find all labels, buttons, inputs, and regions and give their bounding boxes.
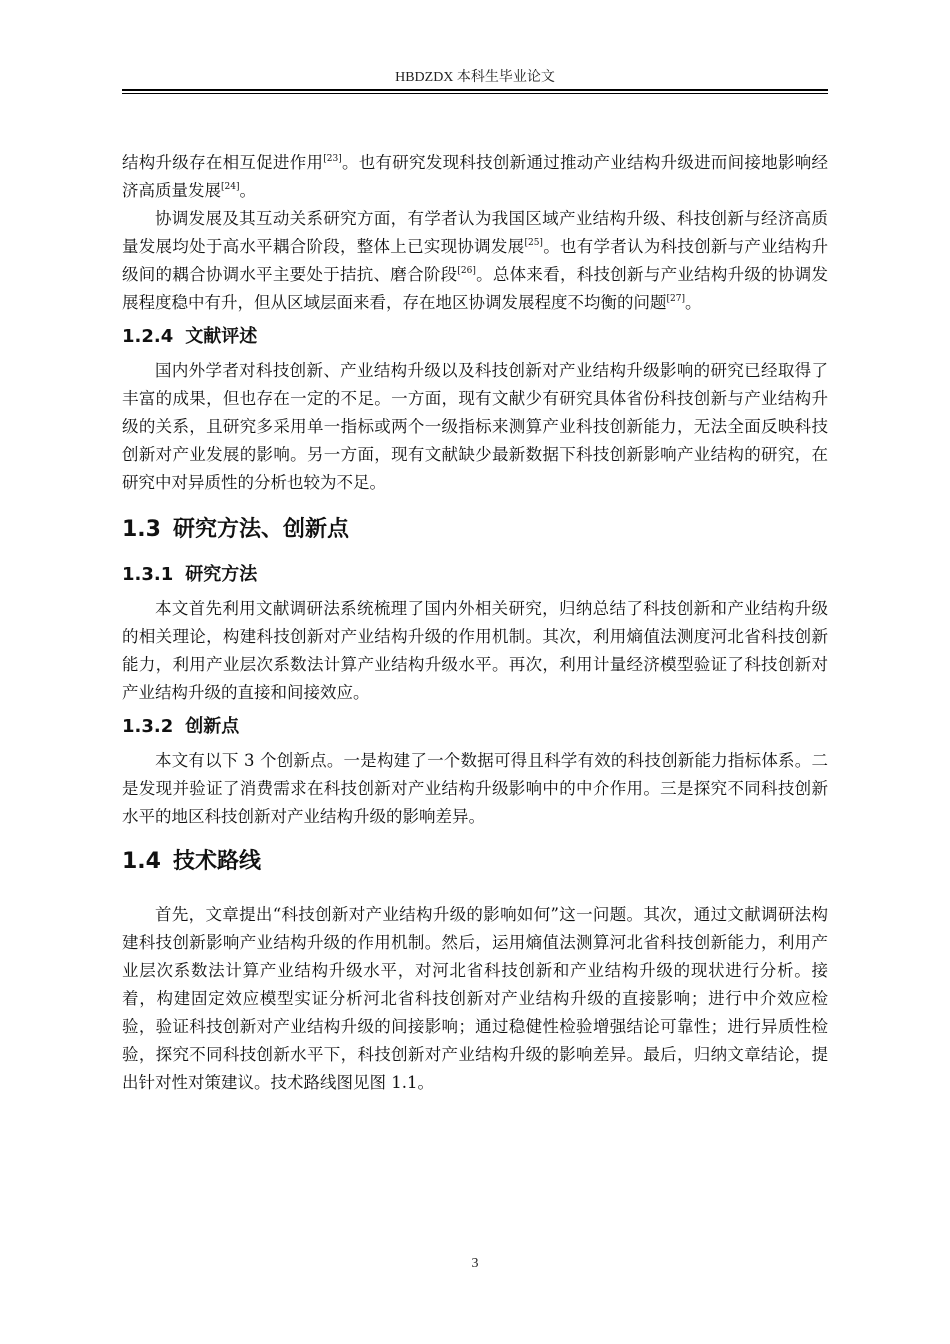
section-heading-1-3-1 [122, 561, 828, 589]
citation: [25] [524, 238, 543, 248]
section-title: 创新点 [185, 716, 240, 737]
paragraph-review: 国内外学者对科技创新、产业结构升级以及科技创新对产业结构升级影响的研究已经取得了丰富的成果，但也存在一定的不足。一方面，现有文献少有研究具体省份科技创新与产业结构升级的关系，且研究多采用单一指标或两个一级指标来测算产业科技创新能力，无法全面反映科技创新对产业发展的影响。另一方面，现有文献缺少最新数据下科技创新影响产业结构的研究，在研究中对异质性的分析也较为不足。 [122, 361, 828, 492]
citation: [27] [666, 294, 685, 304]
section-title: 技术路线 [172, 849, 261, 874]
section-title: 文献评述 [185, 326, 258, 347]
text: 。也有研究发现科技创新通过推动产业结构升级进而间接地影响经济高质量发展 [122, 153, 829, 200]
text: 协调发展及其互动关系研究方面，有学者认为我国区域产业结构升级、科技创新与经济高质量发展均处于高水平耦合阶段，整体上已实现协调发展 [122, 209, 828, 256]
section-heading-1-4 [122, 845, 828, 879]
section-heading-1-3 [122, 513, 828, 547]
section-title: 研究方法、创新点 [172, 517, 349, 542]
paragraph-innovations: 本文有以下 3 个创新点。一是构建了一个数据可得且科学有效的科技创新能力指标体系。二是发现并验证了消费需求在科技创新对产业结构升级影响中的中介作用。三是探究不同科技创新水平的地区科技创新对产业结构升级的影响差异。 [122, 751, 828, 826]
paragraph-coordination [122, 205, 828, 317]
header-rule-thick [122, 89, 828, 91]
section-number: 1.4 [122, 849, 161, 874]
text: 。 [684, 293, 702, 312]
header-rule-thin [122, 93, 828, 94]
page-number: 3 [471, 1256, 479, 1271]
section-title: 研究方法 [185, 564, 258, 585]
section-heading-1-3-2 [122, 713, 828, 741]
section-heading-1-2-4 [122, 323, 828, 351]
section-number: 1.3 [122, 517, 161, 542]
page-body [122, 149, 828, 1097]
text: 结构升级存在相互促进作用 [122, 153, 324, 172]
running-header: HBDZDX 本科生毕业论文 [395, 70, 555, 85]
citation: [26] [457, 266, 476, 276]
citation: [23] [323, 154, 342, 164]
text: 。也有学者认为科技创新与产业结构升级间的耦合协调水平主要处于拮抗、磨合阶段 [122, 237, 829, 284]
citation: [24] [221, 182, 240, 192]
paragraph-technical-route: 首先，文章提出“科技创新对产业结构升级的影响如何”这一问题。其次，通过文献调研法构建科技创新影响产业结构升级的作用机制。然后，运用熵值法测算河北省科技创新能力，利用产业层次系数法计算产业结构升级水平，对河北省科技创新和产业结构升级的现状进行分析。接着，构建固定效应模型实证分析河北省科技创新对产业结构升级的直接影响；进行中介效应检验，验证科技创新对产业结构升级的间接影响；通过稳健性检验增强结论可靠性；进行异质性检验，探究不同科技创新水平下，科技创新对产业结构升级的影响差异。最后，归纳文章结论，提出针对性对策建议。技术路线图见图 1.1。 [122, 905, 828, 1092]
section-number: 1.2.4 [122, 326, 174, 347]
text: 。 [239, 181, 256, 200]
section-number: 1.3.1 [122, 564, 174, 585]
paragraph-continued [122, 149, 828, 205]
text: 。总体来看，科技创新与产业结构升级的协调发展程度稳中有升，但从区域层面来看，存在地区协调发展程度不均衡的问题 [122, 265, 829, 312]
section-number: 1.3.2 [122, 716, 174, 737]
paragraph-methods: 本文首先利用文献调研法系统梳理了国内外相关研究，归纳总结了科技创新和产业结构升级的相关理论，构建科技创新对产业结构升级的作用机制。其次，利用熵值法测度河北省科技创新能力，利用产业层次系数法计算产业结构升级水平。再次，利用计量经济模型验证了科技创新对产业结构升级的直接和间接效应。 [122, 599, 828, 702]
